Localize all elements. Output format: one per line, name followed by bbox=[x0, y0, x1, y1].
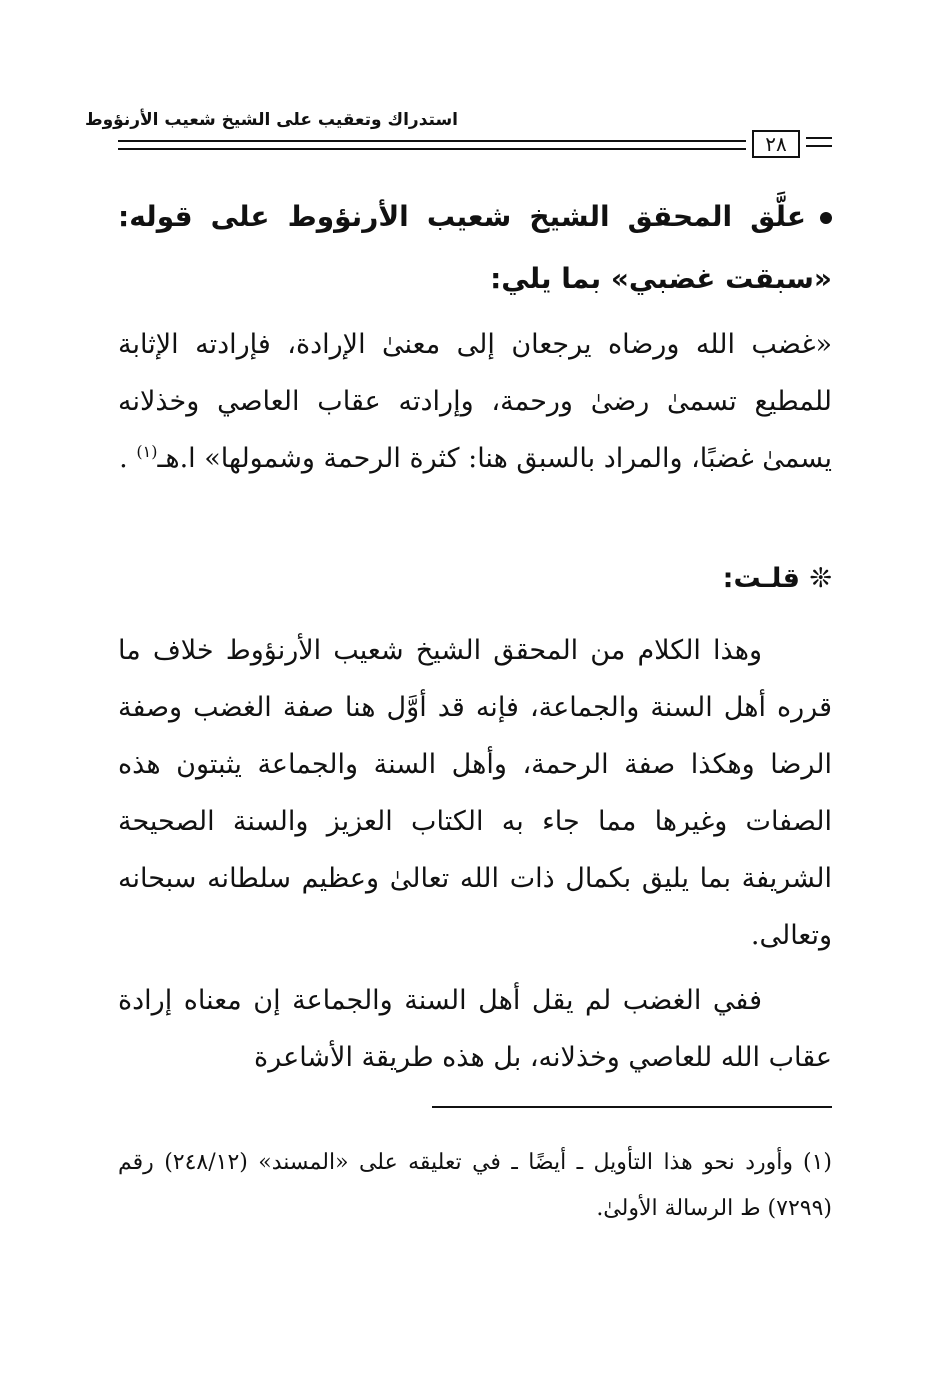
paragraph bbox=[118, 972, 832, 1086]
header-rule bbox=[118, 140, 746, 142]
page-number: ٢٨ bbox=[752, 130, 800, 158]
paragraph-text: ففي الغضب لم يقل أهل السنة والجماعة إن معناه إرادة عقاب الله للعاصي وخذلانه، بل هذه طريقة الأشاعرة bbox=[118, 985, 832, 1073]
bullet-icon bbox=[820, 212, 832, 224]
footnote bbox=[118, 1140, 832, 1232]
paragraph-text: وهذا الكلام من المحقق الشيخ شعيب الأرنؤوط خلاف ما قرره أهل السنة والجماعة، فإنه قد أوَّل هنا صفة الغضب وصفة الرضا وهكذا صفة الرحمة، وأهل السنة والجماعة يثبتون هذه الصفات وغيرها مما جاء به الكتاب العزيز والسنة الصحيحة الشريفة بما يليق بكمال ذات الله تعالىٰ وعظيم سلطانه سبحانه وتعالى. bbox=[118, 635, 832, 951]
footnote-text: وأورد نحو هذا التأويل ـ أيضًا ـ في تعليقه على «المسند» (٢٤٨/١٢) رقم (٧٢٩٩) ط الرسالة الأولىٰ. bbox=[118, 1150, 832, 1221]
section-heading: ❊ قلـت: bbox=[722, 563, 832, 594]
quoted-paragraph bbox=[118, 316, 832, 487]
lead-text: علَّق المحقق الشيخ شعيب الأرنؤوط على قوله: «سبقت غضبي» بما يلي: bbox=[118, 200, 832, 295]
header-ornament bbox=[806, 137, 832, 153]
quote-text: «غضب الله ورضاه يرجعان إلى معنىٰ الإرادة، فإرادته الإثابة للمطيع تسمىٰ رضىٰ ورحمة، وإرادته عقاب العاصي وخذلانه يسمىٰ غضبًا، والمراد بالسبق هنا: كثرة الرحمة وشمولها» ا.هـ bbox=[118, 329, 832, 474]
paragraph bbox=[118, 622, 832, 964]
quote-end: . bbox=[119, 443, 128, 474]
footnote-number: (١) bbox=[802, 1150, 832, 1175]
header-rule bbox=[118, 148, 746, 150]
running-title: استدراك وتعقيب على الشيخ شعيب الأرنؤوط bbox=[84, 110, 458, 130]
footnote-reference: (١) bbox=[136, 442, 158, 461]
footnote-rule bbox=[432, 1106, 832, 1108]
lead-paragraph bbox=[118, 186, 832, 310]
